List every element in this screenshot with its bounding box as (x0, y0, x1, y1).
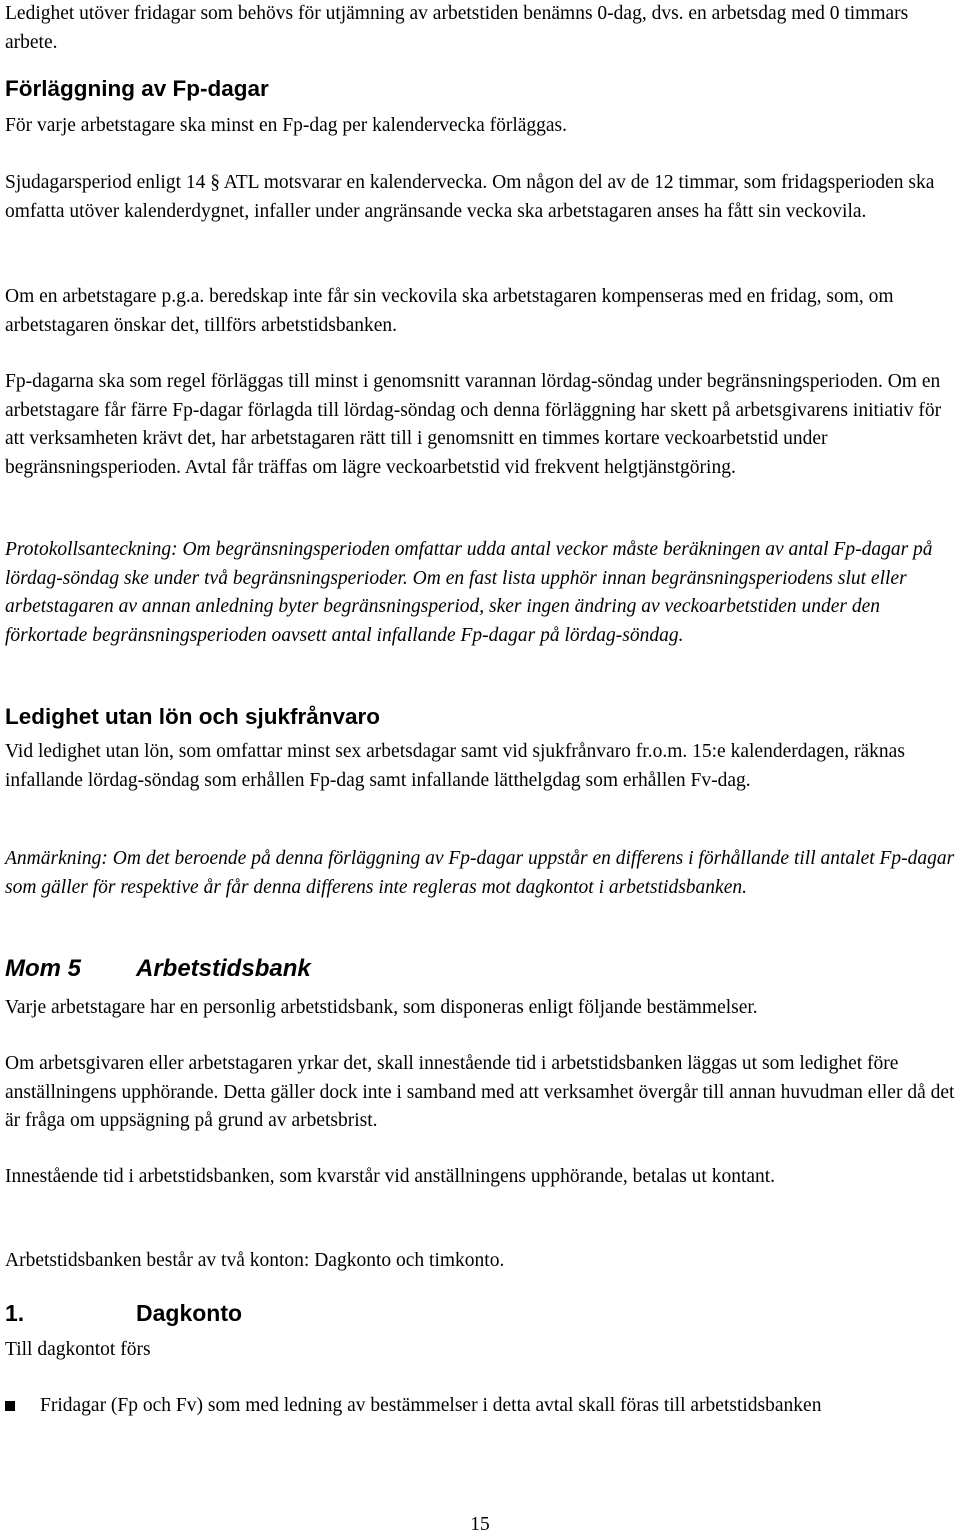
paragraph-innestaende-tid-ledighet: Om arbetsgivaren eller arbetstagaren yrkar det, skall innestående tid i arbetstidsbanken läggas ut som ledighet före anställningens upphörande. Detta gäller dock inte i samband med att verksamhet övergår till annan huvudman eller då det är fråga om uppsägning på grund av arbetsbrist. (5, 1053, 955, 1131)
list-item-text: Fridagar (Fp och Fv) som med ledning av bestämmelser i detta avtal skall föras till arbetstidsbanken (40, 1395, 822, 1416)
paragraph-tva-konton: Arbetstidsbanken består av två konton: Dagkonto och timkonto. (5, 1250, 505, 1271)
heading-ledighet-utan-lon: Ledighet utan lön och sjukfrånvaro (5, 704, 381, 729)
section-number: 1. (5, 1300, 25, 1326)
paragraph-protokollsanteckning: Protokollsanteckning: Om begränsningsperioden omfattar udda antal veckor måste beräkningen av antal Fp-dagar på lördag-söndag ske under två begränsningsperioder. Om en fast lista upphör innan begränsningsperiodens slut eller arbetstagaren av annan anledning byter begränsningsperiod, sker ingen ändring av veckoarbetstiden under den förkortade begränsningsperioden oavsett antal infallande Fp-dagar på lördag-söndag. (5, 539, 933, 646)
paragraph-innestaende-tid-kontant: Innestående tid i arbetstidsbanken, som kvarstår vid anställningens upphörande, betalas ut kontant. (5, 1166, 776, 1187)
mom-title: Arbetstidsbank (136, 955, 311, 982)
heading-forlaggning: Förläggning av Fp-dagar (5, 76, 269, 101)
paragraph-till-dagkontot: Till dagkontot förs (5, 1339, 151, 1360)
heading-mom-5 (5, 954, 955, 984)
page-number: 15 (470, 1514, 490, 1535)
paragraph-0-dag: Ledighet utöver fridagar som behövs för utjämning av arbetstiden benämns 0-dag, dvs. en arbetsdag med 0 timmars arbete. (5, 3, 909, 53)
paragraph-sjudagarsperiod: Sjudagarsperiod enligt 14 § ATL motsvarar en kalendervecka. Om någon del av de 12 timmar, som fridagsperioden ska omfatta utöver kalenderdygnet, infaller under angränsande vecka ska arbetstagaren anses ha fått sin veckovila. (5, 172, 935, 222)
square-bullet-icon (5, 1401, 15, 1411)
paragraph-ledighet-utan-lon: Vid ledighet utan lön, som omfattar minst sex arbetsdagar samt vid sjukfrånvaro fr.o.m. 15:e kalenderdagen, räknas infallande lördag-söndag som erhållen Fp-dag samt infallande lätthelgdag som erhållen Fv-dag. (5, 741, 905, 791)
paragraph-lordag-sondag: Fp-dagarna ska som regel förläggas till minst i genomsnitt varannan lördag-söndag under begränsningsperioden. Om en arbetstagare får färre Fp-dagar förlagda till lördag-söndag och denna förläggning har skett på arbetsgivarens initiativ för att verksamheten krävt det, har arbetstagaren rätt till i genomsnitt en timmes kortare veckoarbetstid under begränsningsperioden. Avtal får träffas om lägre veckoarbetstid vid frekvent helgtjänstgöring. (5, 371, 942, 478)
paragraph-personlig-arbetstidsbank: Varje arbetstagare har en personlig arbetstidsbank, som disponeras enligt följande bestämmelser. (5, 997, 758, 1018)
mom-number: Mom 5 (5, 955, 82, 982)
heading-dagkonto (5, 1298, 955, 1328)
paragraph-beredskap: Om en arbetstagare p.g.a. beredskap inte får sin veckovila ska arbetstagaren kompenseras med en fridag, som, om arbetstagaren önskar det, tillförs arbetstidsbanken. (5, 286, 894, 336)
paragraph-fp-dag-per-vecka: För varje arbetstagare ska minst en Fp-dag per kalendervecka förläggas. (5, 115, 568, 136)
section-title: Dagkonto (136, 1300, 243, 1326)
paragraph-anmarkning: Anmärkning: Om det beroende på denna förläggning av Fp-dagar uppstår en differens i förhållande till antalet Fp-dagar som gäller för respektive år får denna differens inte regleras mot dagkontot i arbetstidsbanken. (5, 848, 955, 898)
